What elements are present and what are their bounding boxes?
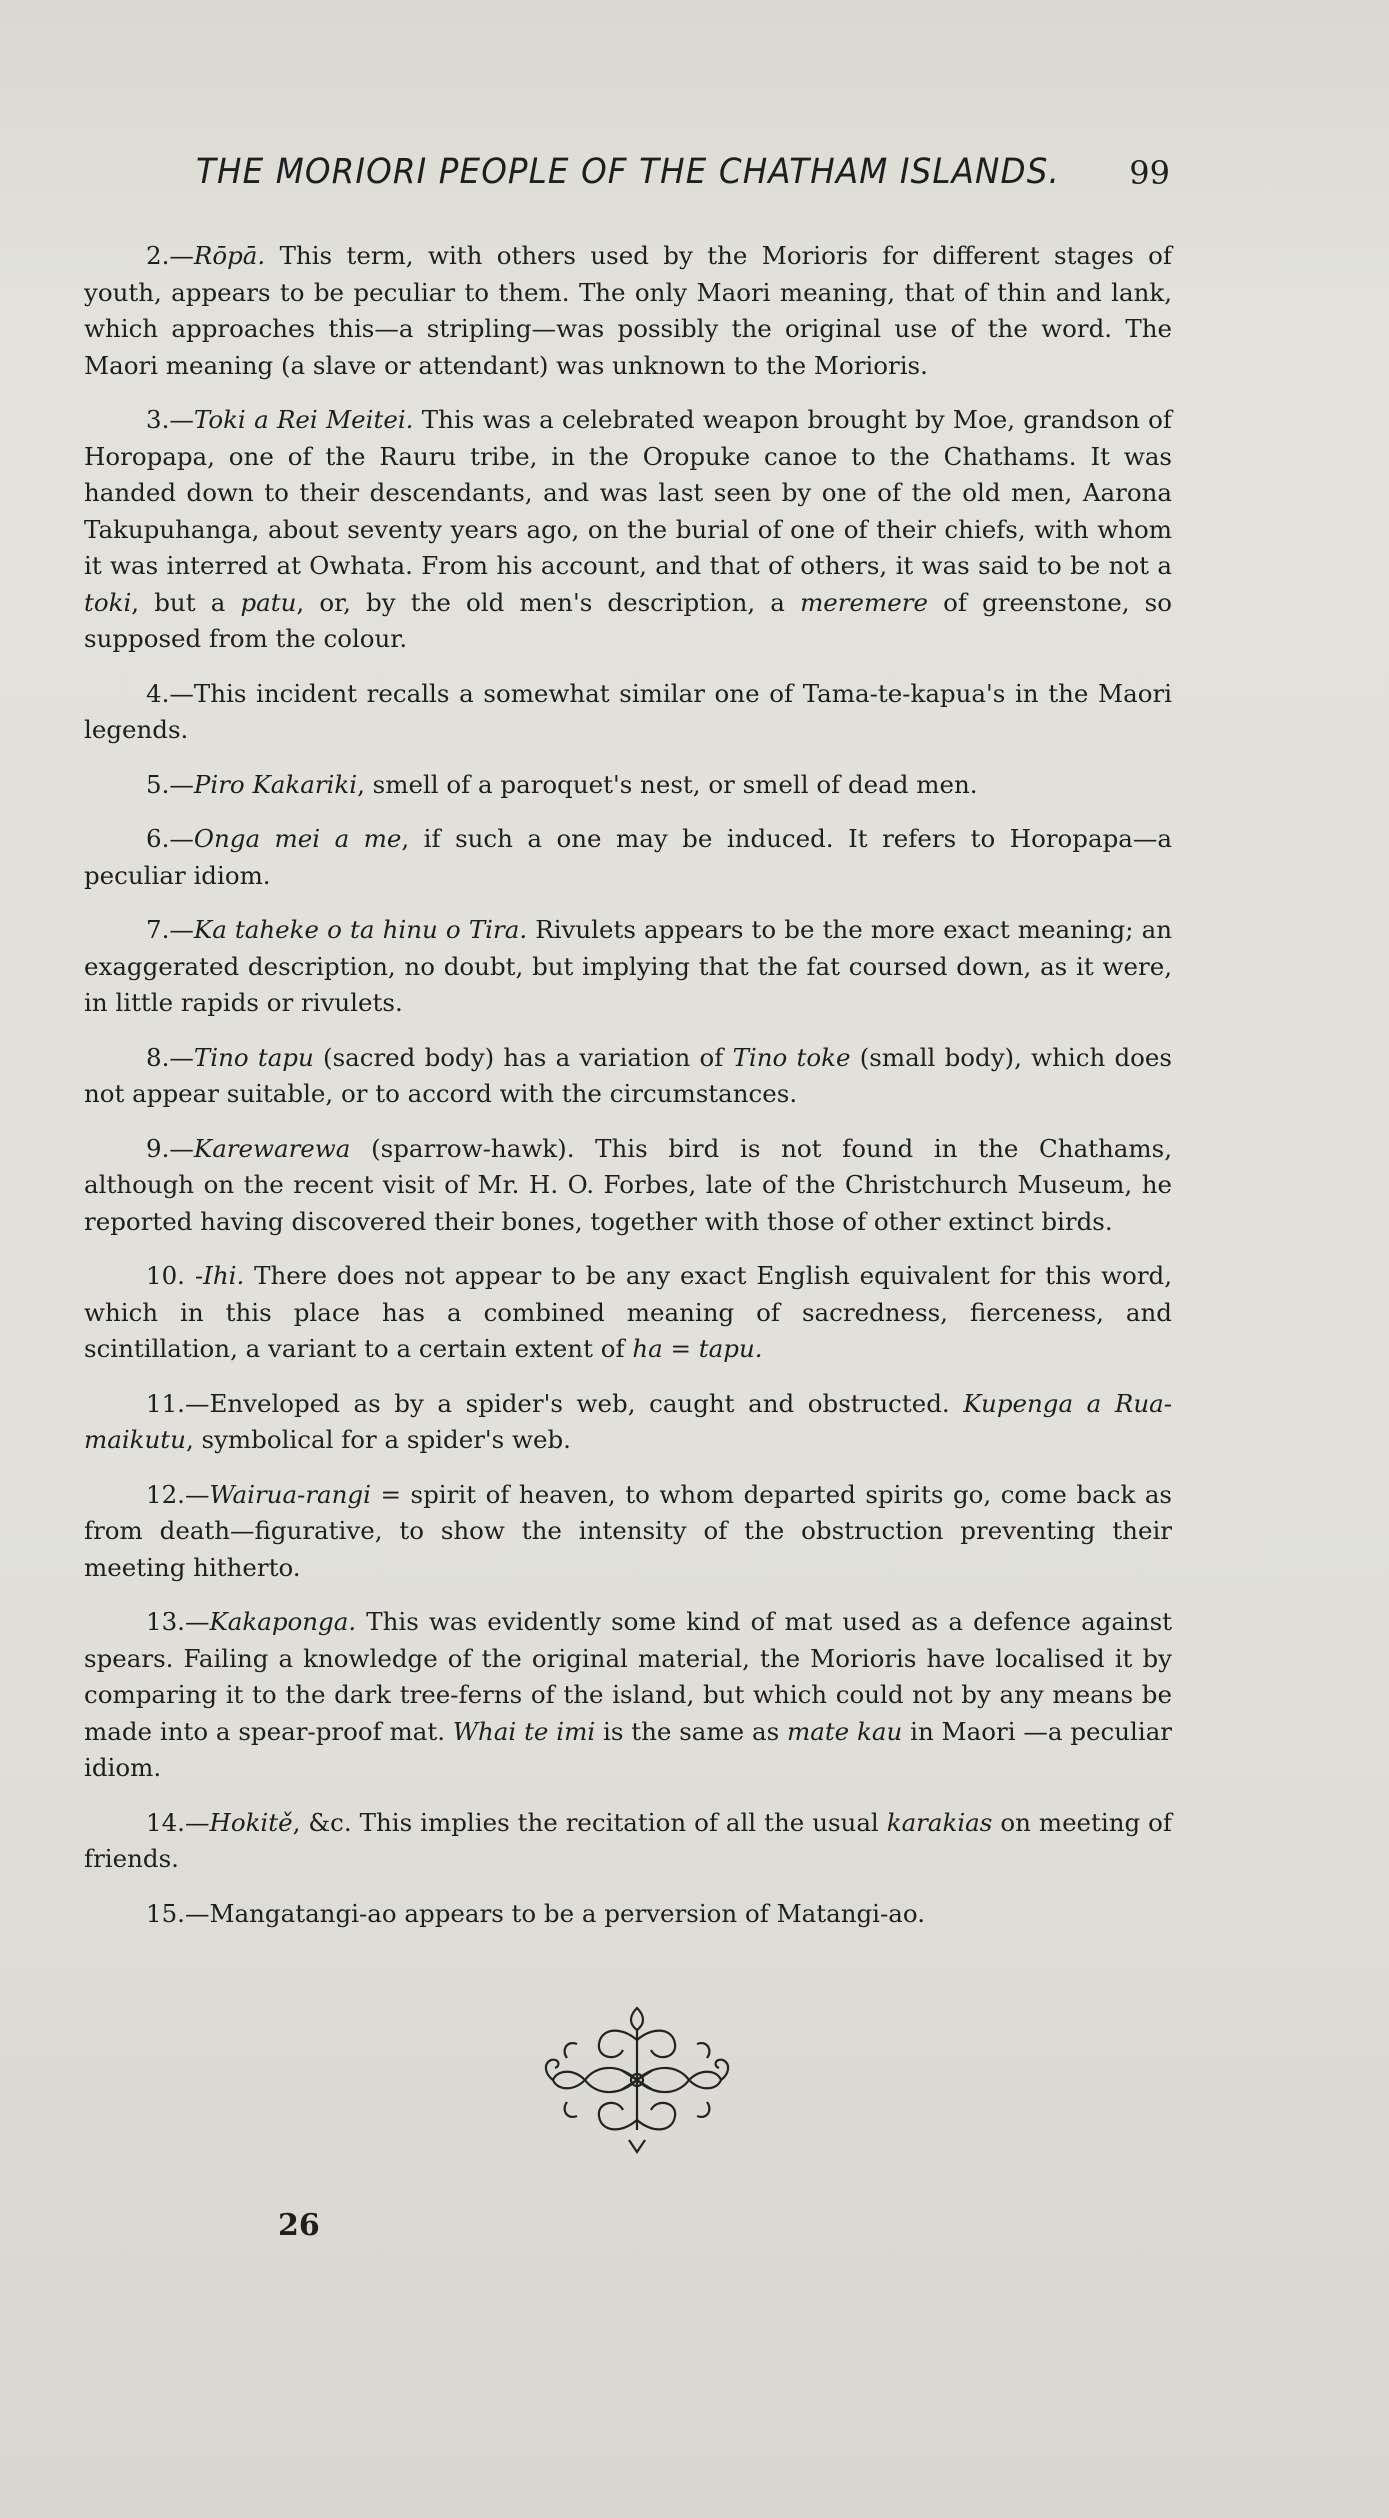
endnote-paragraph [84,1896,1172,1933]
note-text: 6.— [146,824,194,853]
italic-term: Kakaponga. [209,1607,357,1636]
italic-term: Toki a Rei Meitei. [193,405,414,434]
note-text: 8.— [146,1042,194,1072]
italic-term: Tino tapu [193,1042,314,1072]
floral-scroll-ornament-icon [537,2000,737,2160]
note-text: 4.—This incident recalls a somewhat similar one of Tama-te-kapua's in the Maori legends. [84,678,1172,744]
note-text: There does not appear to be any exact English equivalent for this word, which in this place has a combined meaning of sacredness, fierceness, and scintillation, a variant to a certain extent of [84,1261,1173,1363]
endnote-paragraph [84,821,1172,894]
italic-term: Onga mei a me [193,824,402,853]
note-text: (small body), which does not appear suitable, or to accord with the circumstances. [84,1042,1172,1108]
italic-term: patu [240,587,297,617]
italic-term: Wairua-rangi [209,1479,371,1509]
note-text: 12.— [146,1479,210,1509]
signature-mark: 26 [278,2208,320,2243]
italic-term: Rōpā. [193,241,266,270]
endnote-paragraph [84,1386,1172,1459]
italic-term: Ka taheke o ta hinu o Tira. [193,915,528,944]
note-text: in Maori —a peculiar idiom. [84,1716,1173,1782]
italic-term: Ihi. [203,1261,245,1290]
note-text: Rivulets appears to be the more exact meaning; an exaggerated description, no doubt, but implying that the fat coursed down, as it were, in little rapids or rivulets. [84,915,1172,1017]
note-text: , but a [131,587,241,617]
note-text: 7.— [146,915,194,944]
note-text: (sacred body) has a variation of [313,1042,733,1072]
italic-term: Hokitě [209,1807,293,1837]
italic-term: meremere [800,587,928,617]
endnote-paragraph [84,1604,1172,1787]
note-text: 10. - [146,1261,204,1290]
endnote-paragraph [84,402,1172,658]
endnotes-list [84,238,1172,1950]
note-text: 2.— [146,241,194,270]
running-title: THE MORIORI PEOPLE OF THE CHATHAM ISLANDS. [196,152,1060,192]
note-text: on meeting of friends. [84,1807,1172,1873]
note-text: , if such a one may be induced. It refers to Horopapa—a peculiar idiom. [84,824,1172,890]
endnote-paragraph [84,912,1172,1022]
italic-term: Karewarewa [193,1133,351,1163]
italic-term: toki [84,587,132,617]
italic-term: ha = tapu. [632,1334,763,1363]
note-text: is the same as [595,1716,787,1746]
endnote-paragraph [84,1477,1172,1587]
note-text: 3.— [146,405,194,434]
page-number: 99 [1129,154,1170,192]
italic-term: mate kau [787,1716,903,1746]
italic-term: karakias [886,1807,993,1837]
italic-term: Tino toke [732,1042,851,1072]
note-text: , smell of a paroquet's nest, or smell of dead men. [357,769,978,799]
note-text: of greenstone, so supposed from the colour. [84,587,1172,653]
italic-term: Kupenga a Rua-maikutu [84,1388,1173,1454]
endnote-paragraph [84,1258,1172,1368]
italic-term: Whai te imi [452,1716,596,1746]
note-text: 9.— [146,1133,194,1163]
endnote-paragraph [84,767,1172,804]
endnote-paragraph [84,1131,1172,1241]
note-text: 15.—Mangatangi-ao appears to be a perversion of Matangi-ao. [146,1898,926,1928]
note-text: (sparrow-hawk). This bird is not found in the Chathams, although on the recent visit of Mr. H. O. Forbes, late of the Christchurch Museum, he reported having discovered their bones, together with those of other extinct birds. [84,1133,1172,1236]
note-text: This term, with others used by the Morioris for different stages of youth, appears to be peculiar to them. The only Maori meaning, that of thin and lank, which approaches this—a stripling—was possibly the original use of the word. The Maori meaning (a slave or attendant) was unknown to the Morioris. [84,241,1172,380]
note-text: , or, by the old men's description, a [296,587,801,617]
note-text: , &c. This implies the recitation of all the usual [292,1807,887,1837]
note-text: 14.— [146,1807,210,1837]
note-text: 11.—Enveloped as by a spider's web, caught and obstructed. [146,1388,964,1418]
endnote-paragraph [84,238,1172,384]
italic-term: Piro Kakariki [193,769,358,799]
endnote-paragraph [84,676,1172,749]
note-text: , symbolical for a spider's web. [185,1425,571,1454]
note-text: 13.— [146,1607,210,1636]
note-text: = spirit of heaven, to whom departed spirits go, come back as from death—figurative, to show the intensity of the obstruction preventing their meeting hitherto. [84,1479,1172,1582]
note-text: This was a celebrated weapon brought by Moe, grandson of Horopapa, one of the Rauru tribe, in the Oropuke canoe to the Chathams. It was handed down to their descendants, and was last seen by one of the old men, Aarona Takupuhanga, about seventy years ago, on the burial of one of their chiefs, with whom it was interred at Owhata. From his account, and that of others, it was said to be not a [84,405,1172,580]
endnote-paragraph [84,1040,1172,1113]
note-text: This was evidently some kind of mat used as a defence against spears. Failing a knowledge of the original material, the Morioris have localised it by comparing it to the dark tree-ferns of the island, but which could not by any means be made into a spear-proof mat. [84,1607,1172,1746]
note-text: 5.— [146,769,194,799]
running-header [196,152,1176,204]
endnote-paragraph [84,1805,1172,1878]
